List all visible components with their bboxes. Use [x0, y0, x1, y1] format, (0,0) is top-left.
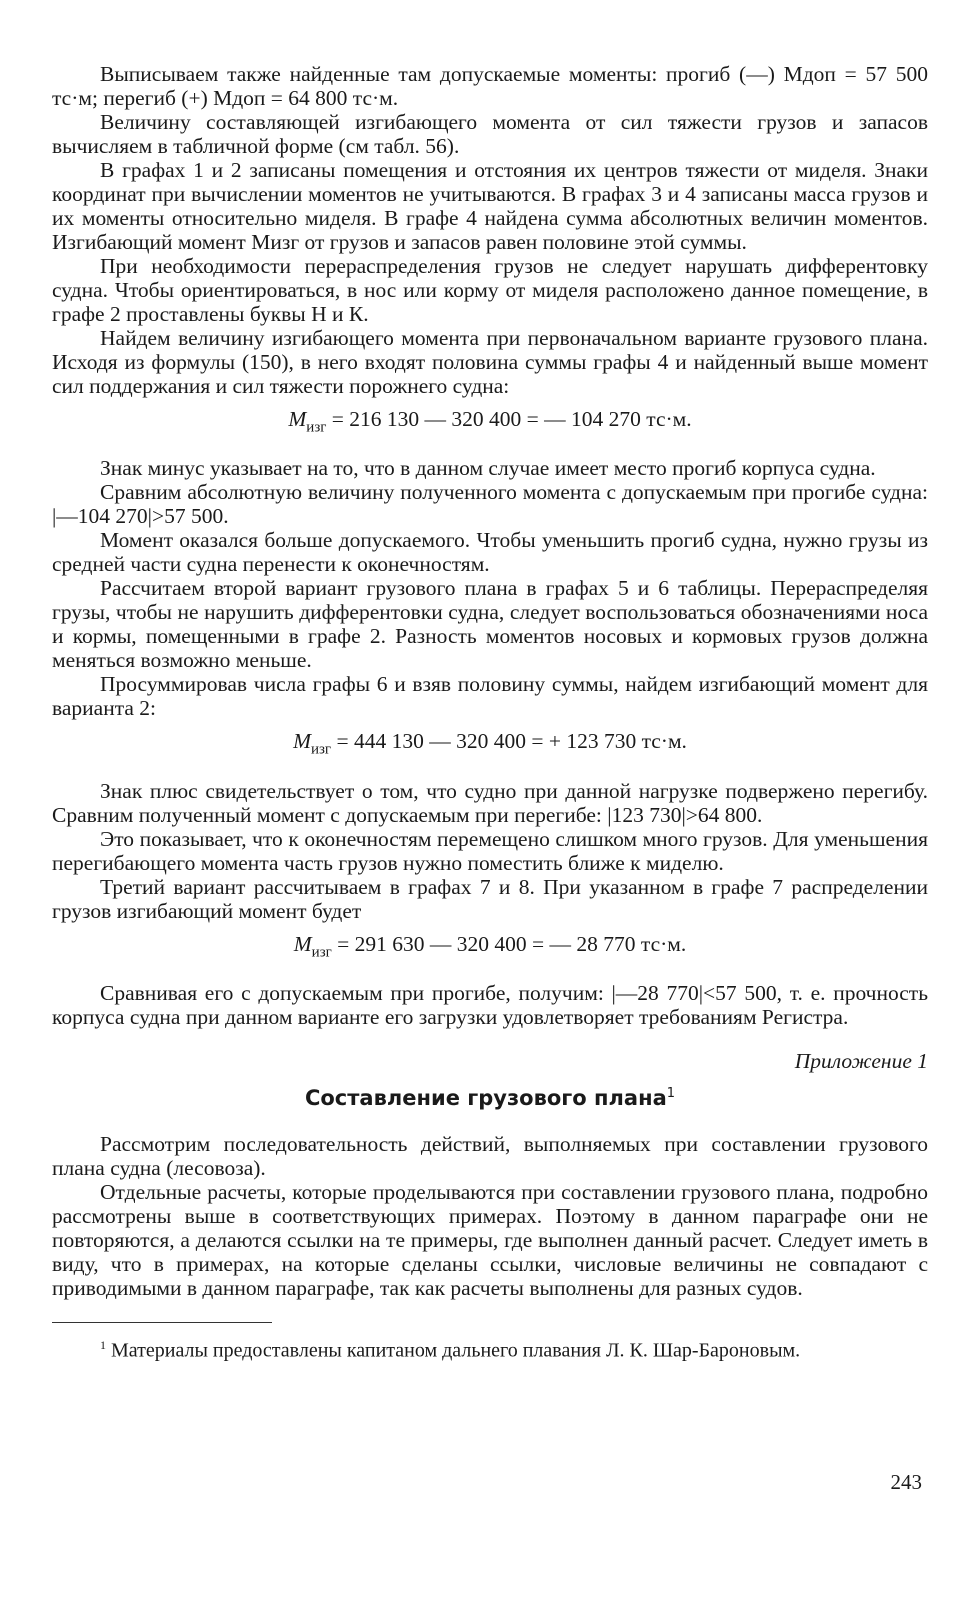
- paragraph: Величину составляющей изгибающего момента от сил тяжести грузов и запасов вычисляем в табличной форме (см табл. 56).: [52, 110, 928, 158]
- footnote-divider: [52, 1322, 272, 1323]
- paragraph: Момент оказался больше допускаемого. Чтобы уменьшить прогиб судна, нужно грузы из средней части судна перенести к оконечностям.: [52, 528, 928, 577]
- formula-symbol: М: [293, 931, 312, 956]
- formula-subscript: изг: [311, 943, 332, 960]
- formula-expression: = 216 130 — 320 400 = — 104 270 тс·м.: [326, 407, 692, 431]
- formula-bending-moment-1: [52, 406, 928, 440]
- page-number: 243: [890, 1470, 922, 1494]
- paragraph: Выписываем также найденные там допускаемые моменты: прогиб (—) Мдоп = 57 500 тс·м; перегиб (+) Мдоп = 64 800 тс·м.: [52, 62, 928, 110]
- footnote-text: Материалы предоставлены капитаном дальнего плавания Л. К. Шар-Бароновым.: [106, 1339, 801, 1362]
- paragraph: В графах 1 и 2 записаны помещения и отстояния их центров тяжести от миделя. Знаки координат при вычислении моментов не учитываются. В графах 3 и 4 записаны масса грузов и их моменты относительно миделя. В графе 4 найдена сумма абсолютных величин моментов. Изгибающий момент Мизг от грузов и запасов равен половине этой суммы.: [52, 158, 928, 254]
- paragraph: При необходимости перераспределения грузов не следует нарушать дифферентовку судна. Чтобы ориентироваться, в нос или корму от миделя расположено данное помещение, в графе 2 проставлены буквы Н и К.: [52, 254, 928, 326]
- paragraph: Третий вариант рассчитываем в графах 7 и 8. При указанном в графе 7 распределении грузов изгибающий момент будет: [52, 874, 928, 923]
- footnote-marker: 1: [100, 1337, 106, 1352]
- formula-subscript: изг: [306, 419, 327, 436]
- formula-bending-moment-2: [52, 728, 928, 762]
- formula-expression: = 291 630 — 320 400 = — 28 770 тс·м.: [331, 931, 687, 956]
- paragraph: Отдельные расчеты, которые проделываются при составлении грузового плана, подробно рассмотрены выше в соответствующих примерах. Поэтому в данном параграфе они не повторяются, а делаются ссылки на те примеры, где выполнен данный расчет. Следует иметь в виду, что в примерах, на которые сделаны ссылки, числовые величины не совпадают с приводимыми в данном параграфе, так как расчеты выполнены для разных судов.: [52, 1179, 928, 1300]
- section-title: [52, 1086, 928, 1110]
- paragraph: Просуммировав числа графы 6 и взяв половину суммы, найдем изгибающий момент для варианта 2:: [52, 672, 928, 721]
- footnote: [52, 1333, 928, 1363]
- paragraph: Знак минус указывает на то, что в данном случае имеет место прогиб корпуса судна.: [100, 456, 876, 481]
- paragraph: Найдем величину изгибающего момента при первоначальном варианте грузового плана. Исходя из формулы (150), в него входят половина суммы графы 4 и найденный выше момент сил поддержания и сил тяжести порожнего судна:: [52, 326, 928, 398]
- formula-subscript: изг: [310, 741, 332, 758]
- section-title-text: Составление грузового плана: [304, 1085, 667, 1110]
- paragraph: Рассчитаем второй вариант грузового плана в графах 5 и 6 таблицы. Перераспределяя грузы, чтобы не нарушить дифферентовки судна, следует воспользоваться обозначениями носа и кормы, помещенными в графе 2. Разность моментов носовых и кормовых грузов должна меняться возможно меньше.: [52, 576, 928, 673]
- formula-expression: = 444 130 — 320 400 = + 123 730 тс·м.: [331, 729, 687, 754]
- page-body: [52, 62, 928, 1363]
- formula-bending-moment-3: [52, 931, 928, 965]
- paragraph: Рассмотрим последовательность действий, выполняемых при составлении грузового плана судна (лесовоза).: [52, 1131, 928, 1180]
- paragraph: Сравним абсолютную величину полученного момента с допускаемым при прогибе судна: |—104 270|>57 500.: [52, 480, 928, 529]
- formula-symbol: М: [288, 407, 307, 431]
- formula-symbol: М: [293, 729, 311, 754]
- paragraph: Знак плюс свидетельствует о том, что судно при данной нагрузке подвержено перегибу. Сравним полученный момент с допускаемым при перегибе: |123 730|>64 800.: [52, 778, 928, 827]
- paragraph: Сравнивая его с допускаемым при прогибе, получим: |—28 770|<57 500, т. е. прочность корпуса судна при данном варианте его загрузки удовлетворяет требованиям Регистра.: [52, 980, 928, 1029]
- appendix-label: Приложение 1: [794, 1048, 928, 1073]
- footnote-marker: 1: [666, 1085, 676, 1101]
- paragraph: Это показывает, что к оконечностям перемещено слишком много грузов. Для уменьшения перегибающего момента часть грузов нужно поместить ближе к миделю.: [52, 826, 928, 875]
